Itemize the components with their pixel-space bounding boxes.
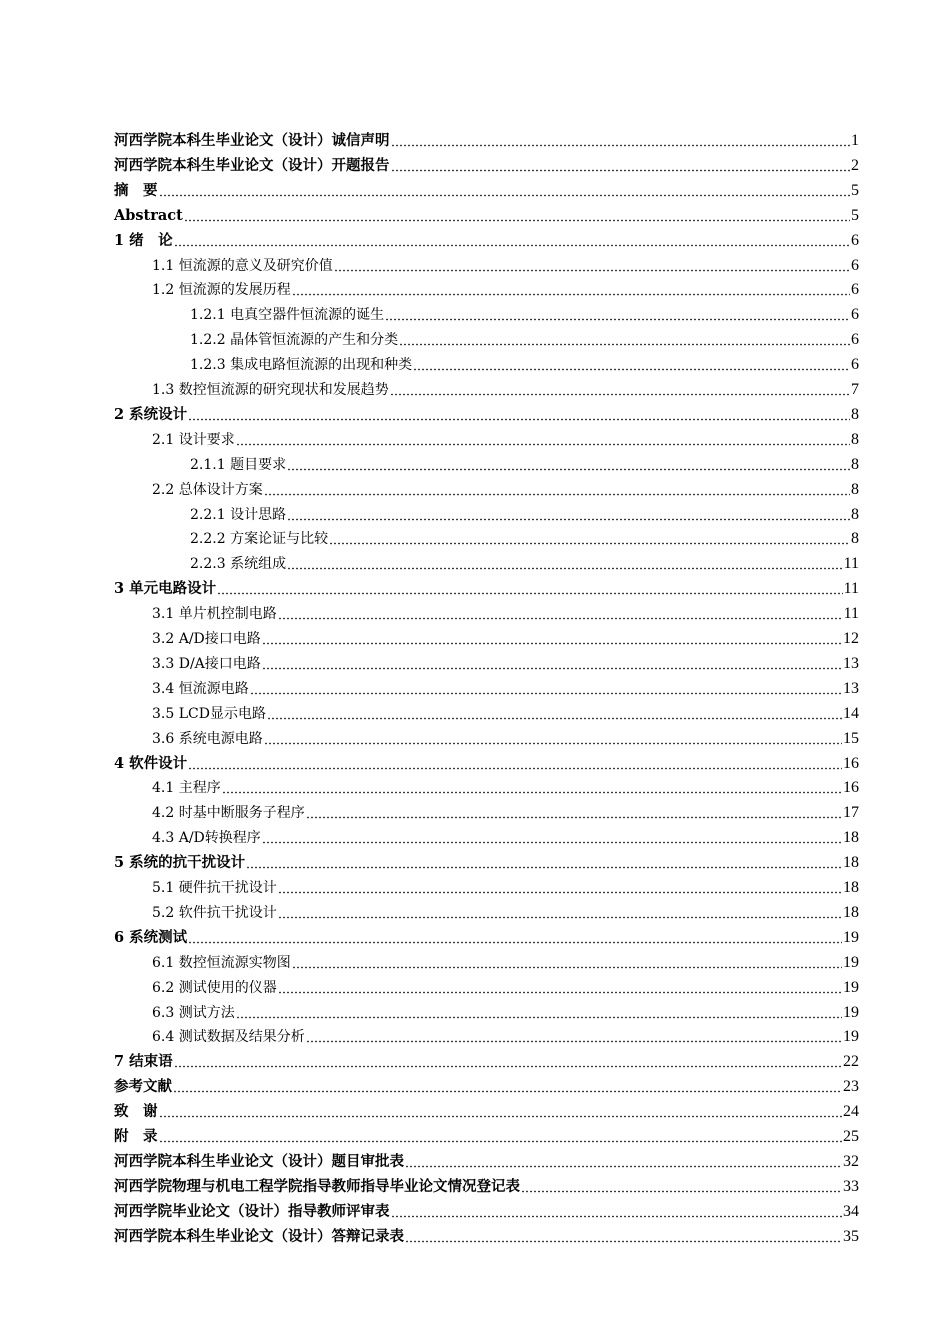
toc-dot-leader: [287, 468, 850, 471]
toc-entry-page-number: 11: [843, 605, 859, 623]
toc-dot-leader: [250, 692, 842, 695]
toc-entry-title: 1.2.1 电真空器件恒流源的诞生: [190, 307, 385, 324]
toc-entry-page-number: 1: [851, 132, 859, 149]
toc-dot-leader: [413, 368, 850, 371]
toc-entry[interactable]: [152, 972, 859, 997]
toc-dot-leader: [264, 493, 850, 496]
toc-dot-leader: [391, 169, 851, 172]
toc-dot-leader: [159, 194, 851, 197]
toc-dot-leader: [292, 966, 842, 969]
toc-entry[interactable]: [152, 598, 859, 623]
toc-entry-page-number: 24: [843, 1103, 859, 1121]
toc-dot-leader: [262, 642, 842, 645]
toc-entry[interactable]: [190, 324, 859, 349]
toc-dot-leader: [390, 393, 850, 396]
toc-entry-title: Abstract: [114, 206, 183, 224]
toc-dot-leader: [262, 667, 842, 670]
toc-entry[interactable]: [114, 748, 859, 773]
toc-entry[interactable]: [152, 648, 859, 673]
toc-entry-page-number: 19: [843, 978, 859, 996]
toc-entry-title: 6.3 测试方法: [152, 1004, 235, 1021]
toc-entry-page-number: 11: [843, 555, 859, 573]
toc-dot-leader: [236, 1016, 842, 1019]
toc-entry-title: 1.2 恒流源的发展历程: [152, 282, 291, 299]
toc-entry-page-number: 14: [843, 704, 859, 722]
toc-entry-page-number: 22: [843, 1053, 859, 1071]
toc-entry-page-number: 16: [843, 754, 859, 772]
toc-entry-title: 3.5 LCD显示电路: [152, 705, 266, 722]
toc-entry-title: 1 绪 论: [114, 231, 173, 249]
toc-dot-leader: [287, 567, 843, 570]
toc-entry-page-number: 18: [843, 854, 859, 872]
toc-entry[interactable]: [152, 772, 859, 797]
toc-entry-page-number: 35: [843, 1227, 859, 1245]
toc-entry-page-number: 5: [851, 181, 859, 199]
toc-entry-title: 2.1 设计要求: [152, 431, 235, 448]
toc-dot-leader: [385, 318, 850, 321]
toc-dot-leader: [174, 244, 850, 247]
toc-dot-leader: [217, 592, 842, 595]
toc-entry-page-number: 13: [843, 654, 859, 672]
toc-dot-leader: [264, 742, 842, 745]
toc-entry-title: 7 结束语: [114, 1053, 173, 1071]
toc-entry-page-number: 19: [843, 1003, 859, 1021]
toc-entry-title: 4.3 A/D转换程序: [152, 830, 261, 847]
toc-entry[interactable]: [152, 897, 859, 922]
toc-entry-title: 1.3 数控恒流源的研究现状和发展趋势: [152, 382, 389, 398]
toc-entry-page-number: 7: [851, 381, 859, 398]
toc-entry-page-number: 8: [851, 505, 859, 523]
toc-entry-title: 2.2.1 设计思路: [190, 506, 287, 523]
toc-entry[interactable]: [114, 1146, 859, 1171]
toc-entry-title: 5.1 硬件抗干扰设计: [152, 880, 277, 896]
toc-entry-title: 3.2 A/D接口电路: [152, 631, 261, 647]
toc-entry-title: 1.2.2 晶体管恒流源的产生和分类: [190, 332, 399, 349]
toc-entry-title: 2.2.3 系统组成: [190, 556, 287, 573]
toc-entry-page-number: 19: [843, 928, 859, 946]
toc-dot-leader: [521, 1190, 842, 1193]
toc-entry-page-number: 15: [843, 729, 859, 747]
toc-entry-title: 2.2 总体设计方案: [152, 481, 263, 498]
toc-entry[interactable]: [114, 399, 859, 424]
toc-entry-page-number: 12: [843, 630, 859, 647]
toc-entry-title: 5.2 软件抗干扰设计: [152, 904, 277, 921]
toc-entry[interactable]: [152, 1021, 859, 1046]
toc-dot-leader: [188, 941, 842, 944]
toc-entry[interactable]: [114, 150, 859, 175]
toc-dot-leader: [391, 1215, 843, 1218]
toc-entry-page-number: 18: [843, 829, 859, 847]
toc-entry-title: 河西学院本科生毕业论文（设计）答辩记录表: [114, 1227, 404, 1245]
toc-entry[interactable]: [114, 125, 859, 150]
toc-entry-title: 2.2.2 方案论证与比较: [190, 531, 329, 548]
toc-entry[interactable]: [114, 1096, 859, 1121]
toc-entry[interactable]: [190, 349, 859, 374]
toc-entry-page-number: 6: [851, 331, 859, 349]
toc-entry-page-number: 6: [851, 356, 859, 374]
toc-entry-title: 河西学院本科生毕业论文（设计）题目审批表: [114, 1152, 404, 1170]
toc-entry-title: 3.4 恒流源电路: [152, 680, 249, 697]
toc-dot-leader: [399, 343, 850, 346]
toc-entry-title: 河西学院本科生毕业论文（设计）开题报告: [114, 156, 390, 174]
toc-dot-leader: [278, 891, 842, 894]
toc-entry-page-number: 25: [843, 1128, 859, 1145]
toc-entry-page-number: 6: [851, 231, 859, 249]
toc-entry-title: 3 单元电路设计: [114, 580, 217, 598]
toc-dot-leader: [188, 418, 850, 421]
toc-entry-title: 3.1 单片机控制电路: [152, 606, 277, 623]
toc-entry-title: 6.1 数控恒流源实物图: [152, 954, 291, 971]
toc-entry-title: 1.2.3 集成电路恒流源的出现和种类: [190, 357, 413, 374]
toc-entry[interactable]: [114, 1196, 859, 1221]
toc-entry[interactable]: [152, 797, 859, 822]
toc-dot-leader: [188, 767, 842, 770]
toc-entry-title: 河西学院本科生毕业论文（设计）诚信声明: [114, 132, 390, 149]
toc-entry-title: 1.1 恒流源的意义及研究价值: [152, 257, 333, 274]
toc-entry[interactable]: [114, 1171, 859, 1196]
toc-entry-title: 6 系统测试: [114, 928, 188, 946]
toc-entry[interactable]: [114, 1046, 859, 1071]
toc-dot-leader: [222, 791, 842, 794]
toc-entry-title: 附 录: [114, 1128, 158, 1145]
toc-entry[interactable]: [190, 449, 859, 474]
toc-entry[interactable]: [114, 1071, 859, 1096]
toc-entry-title: 4 软件设计: [114, 754, 188, 772]
toc-dot-leader: [159, 1115, 843, 1118]
toc-dot-leader: [278, 916, 842, 919]
toc-entry-page-number: 6: [851, 281, 859, 299]
toc-entry-page-number: 8: [851, 405, 859, 423]
toc-entry-page-number: 6: [851, 256, 859, 274]
toc-entry[interactable]: [152, 723, 859, 748]
toc-entry[interactable]: [114, 922, 859, 947]
toc-dot-leader: [173, 1090, 842, 1093]
toc-entry[interactable]: [114, 225, 859, 250]
toc-entry[interactable]: [152, 997, 859, 1022]
toc-entry[interactable]: [114, 573, 859, 598]
toc-entry-title: 河西学院物理与机电工程学院指导教师指导毕业论文情况登记表: [114, 1177, 520, 1195]
toc-entry-title: 摘 要: [114, 181, 158, 199]
toc-dot-leader: [174, 1065, 842, 1068]
toc-entry[interactable]: [152, 673, 859, 698]
toc-entry[interactable]: [152, 274, 859, 299]
toc-entry-page-number: 33: [843, 1177, 859, 1195]
toc-entry-page-number: 18: [843, 879, 859, 896]
toc-entry-page-number: 13: [843, 679, 859, 697]
toc-entry-page-number: 2: [851, 156, 859, 174]
toc-entry-page-number: 11: [843, 580, 859, 598]
toc-entry-page-number: 6: [851, 306, 859, 324]
toc-entry[interactable]: [190, 499, 859, 524]
toc-entry-page-number: 8: [851, 530, 859, 548]
toc-entry[interactable]: [152, 822, 859, 847]
toc-dot-leader: [262, 841, 842, 844]
toc-entry-title: 4.1 主程序: [152, 780, 221, 797]
toc-entry-page-number: 8: [851, 480, 859, 498]
toc-entry-page-number: 34: [843, 1202, 859, 1220]
toc-entry-title: 6.2 测试使用的仪器: [152, 979, 277, 996]
toc-entry-page-number: 23: [843, 1078, 859, 1096]
toc-entry[interactable]: [114, 1121, 859, 1146]
toc-entry[interactable]: [152, 374, 859, 399]
toc-entry-page-number: 19: [843, 1028, 859, 1046]
toc-entry[interactable]: [152, 424, 859, 449]
toc-dot-leader: [287, 518, 850, 521]
toc-entry-page-number: 5: [851, 206, 859, 224]
toc-entry[interactable]: [114, 1221, 859, 1246]
toc-entry-page-number: 17: [843, 804, 859, 822]
toc-entry[interactable]: [152, 698, 859, 723]
toc-dot-leader: [236, 443, 850, 446]
toc-entry-title: 河西学院毕业论文（设计）指导教师评审表: [114, 1202, 390, 1220]
toc-entry-title: 致 谢: [114, 1103, 158, 1121]
toc-entry[interactable]: [190, 299, 859, 324]
toc-dot-leader: [278, 617, 843, 620]
toc-entry[interactable]: [114, 200, 859, 225]
toc-dot-leader: [292, 293, 850, 296]
toc-entry-page-number: 19: [843, 953, 859, 971]
toc-entry[interactable]: [114, 847, 859, 872]
toc-entry[interactable]: [114, 175, 859, 200]
toc-entry[interactable]: [152, 947, 859, 972]
toc-dot-leader: [246, 866, 842, 869]
toc-entry[interactable]: [152, 250, 859, 275]
toc-dot-leader: [278, 991, 842, 994]
toc-dot-leader: [405, 1165, 842, 1168]
toc-entry-title: 2 系统设计: [114, 405, 188, 423]
toc-dot-leader: [306, 1040, 842, 1043]
toc-dot-leader: [159, 1140, 843, 1143]
toc-entry-page-number: 32: [843, 1152, 859, 1170]
toc-dot-leader: [184, 219, 850, 222]
toc-dot-leader: [391, 144, 851, 147]
toc-entry-title: 3.6 系统电源电路: [152, 730, 263, 747]
toc-entry-title: 3.3 D/A接口电路: [152, 655, 261, 672]
toc-entry-title: 2.1.1 题目要求: [190, 456, 287, 473]
toc-entry-title: 6.4 测试数据及结果分析: [152, 1029, 305, 1046]
toc-dot-leader: [267, 717, 842, 720]
toc-entry-title: 5 系统的抗干扰设计: [114, 854, 246, 872]
toc-entry-page-number: 18: [843, 903, 859, 921]
toc-entry-title: 4.2 时基中断服务子程序: [152, 805, 305, 822]
toc-dot-leader: [329, 542, 850, 545]
toc-entry[interactable]: [190, 548, 859, 573]
toc-entry[interactable]: [152, 872, 859, 897]
toc-entry-page-number: 8: [851, 455, 859, 473]
toc-entry-title: 参考文献: [114, 1078, 172, 1096]
toc-entry-page-number: 8: [851, 430, 859, 448]
toc-entry-page-number: 16: [843, 779, 859, 797]
toc-entry[interactable]: [190, 523, 859, 548]
toc-entry[interactable]: [152, 623, 859, 648]
toc-entry[interactable]: [152, 474, 859, 499]
toc-dot-leader: [405, 1240, 842, 1243]
toc-dot-leader: [306, 816, 842, 819]
toc-dot-leader: [334, 269, 850, 272]
